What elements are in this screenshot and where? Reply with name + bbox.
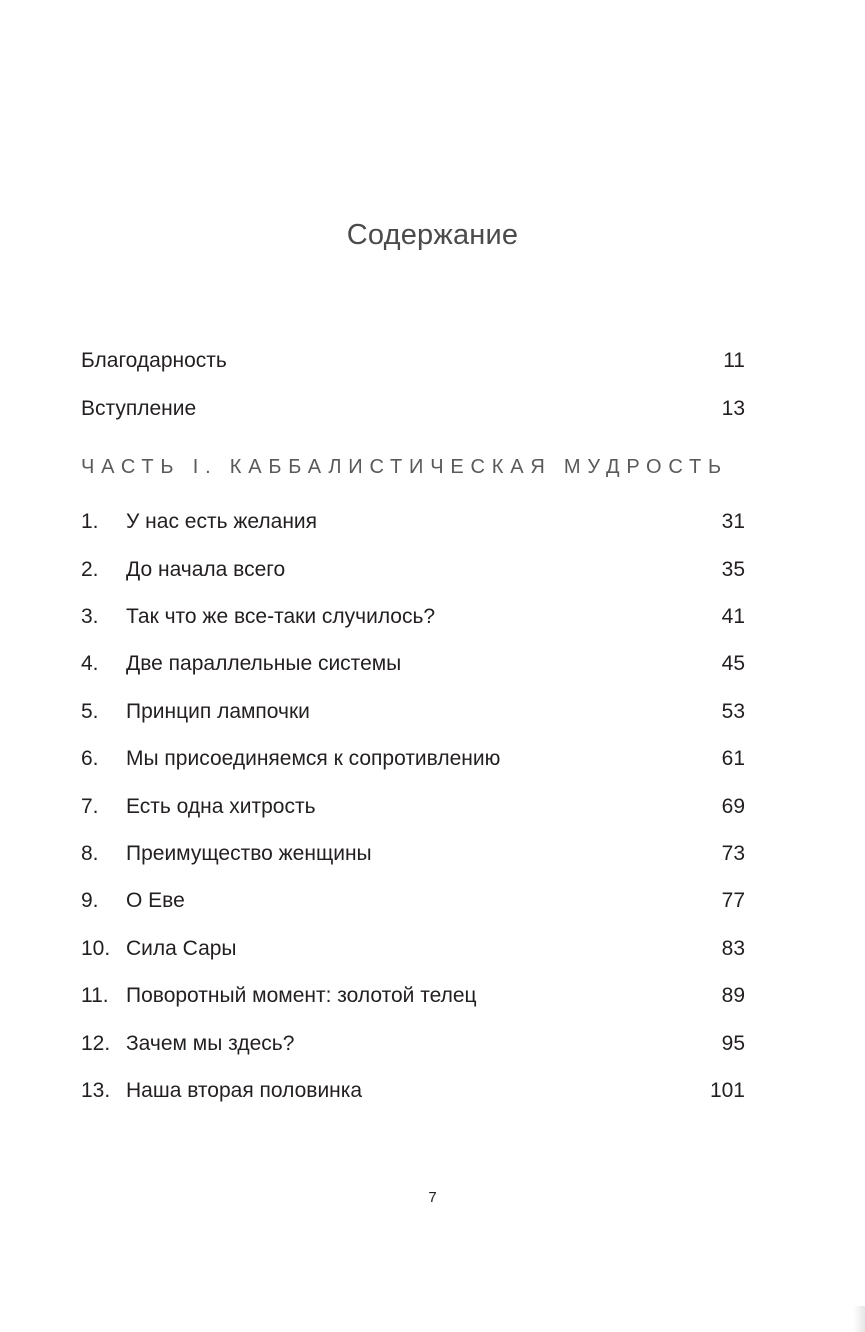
toc-chapter-entry[interactable]	[81, 649, 745, 679]
toc-chapter-entry[interactable]	[81, 697, 745, 727]
chapter-number: 2.	[81, 558, 99, 581]
chapter-page-number: 69	[721, 795, 745, 818]
chapter-title: О Еве	[126, 889, 185, 912]
toc-entry-label: Благодарность	[81, 349, 227, 372]
chapter-page-number: 35	[721, 558, 745, 581]
chapter-page-number: 41	[721, 605, 745, 628]
chapter-title: Две параллельные системы	[126, 652, 402, 675]
chapter-title: Сила Сары	[126, 937, 237, 960]
chapter-number: 5.	[81, 700, 99, 723]
toc-entry-page-number: 13	[721, 397, 745, 420]
toc-entry-label: Вступление	[81, 397, 197, 420]
chapter-title: Так что же все-таки случилось?	[126, 605, 436, 628]
chapter-page-number: 77	[721, 889, 745, 912]
toc-chapter-entry[interactable]	[81, 839, 745, 869]
chapter-title: Зачем мы здесь?	[126, 1032, 295, 1055]
chapter-number: 1.	[81, 510, 99, 533]
chapter-title: До начала всего	[126, 558, 286, 581]
toc-chapter-entry[interactable]	[81, 792, 745, 822]
chapter-number: 4.	[81, 652, 99, 675]
chapter-title: Мы присоединяемся к сопротивлению	[126, 747, 501, 770]
toc-chapter-entry[interactable]	[81, 555, 745, 585]
chapter-page-number: 61	[721, 747, 745, 770]
chapter-title: Принцип лампочки	[126, 700, 310, 723]
chapter-number: 13.	[81, 1079, 111, 1102]
chapter-title: Преимущество женщины	[126, 842, 372, 865]
chapter-page-number: 83	[721, 937, 745, 960]
toc-entry-introduction[interactable]	[81, 394, 745, 424]
chapter-number: 11.	[81, 984, 109, 1007]
chapter-number: 12.	[81, 1032, 111, 1055]
chapter-number: 7.	[81, 795, 99, 818]
toc-chapter-entry[interactable]	[81, 934, 745, 964]
toc-entry-acknowledgements[interactable]	[81, 346, 745, 376]
chapter-page-number: 95	[721, 1032, 745, 1055]
toc-chapter-entry[interactable]	[81, 1076, 745, 1106]
chapter-page-number: 101	[709, 1079, 745, 1102]
toc-chapter-entry[interactable]	[81, 886, 745, 916]
chapter-number: 3.	[81, 605, 99, 628]
chapter-title: Наша вторая половинка	[126, 1079, 363, 1102]
scan-edge-shadow	[853, 1306, 865, 1332]
chapter-number: 9.	[81, 889, 99, 912]
page-number-footer: 7	[428, 1189, 437, 1206]
toc-chapter-entry[interactable]	[81, 981, 745, 1011]
part-heading: ЧАСТЬ I. КАББАЛИСТИЧЕСКАЯ МУДРОСТЬ	[81, 456, 728, 478]
chapter-number: 10.	[81, 937, 111, 960]
toc-chapter-entry[interactable]	[81, 602, 745, 632]
toc-chapter-entry[interactable]	[81, 507, 745, 537]
chapter-page-number: 45	[721, 652, 745, 675]
chapter-number: 8.	[81, 842, 99, 865]
chapter-page-number: 53	[721, 700, 745, 723]
chapter-title: Поворотный момент: золотой телец	[126, 984, 477, 1007]
chapter-page-number: 73	[721, 842, 745, 865]
chapter-page-number: 31	[721, 510, 745, 533]
chapter-page-number: 89	[721, 984, 745, 1007]
toc-entry-page-number: 11	[723, 349, 745, 372]
page-title: Содержание	[346, 219, 519, 251]
chapter-title: У нас есть желания	[126, 510, 318, 533]
chapter-number: 6.	[81, 747, 99, 770]
chapter-title: Есть одна хитрость	[126, 795, 316, 818]
toc-chapter-entry[interactable]	[81, 1029, 745, 1059]
toc-chapter-entry[interactable]	[81, 744, 745, 774]
